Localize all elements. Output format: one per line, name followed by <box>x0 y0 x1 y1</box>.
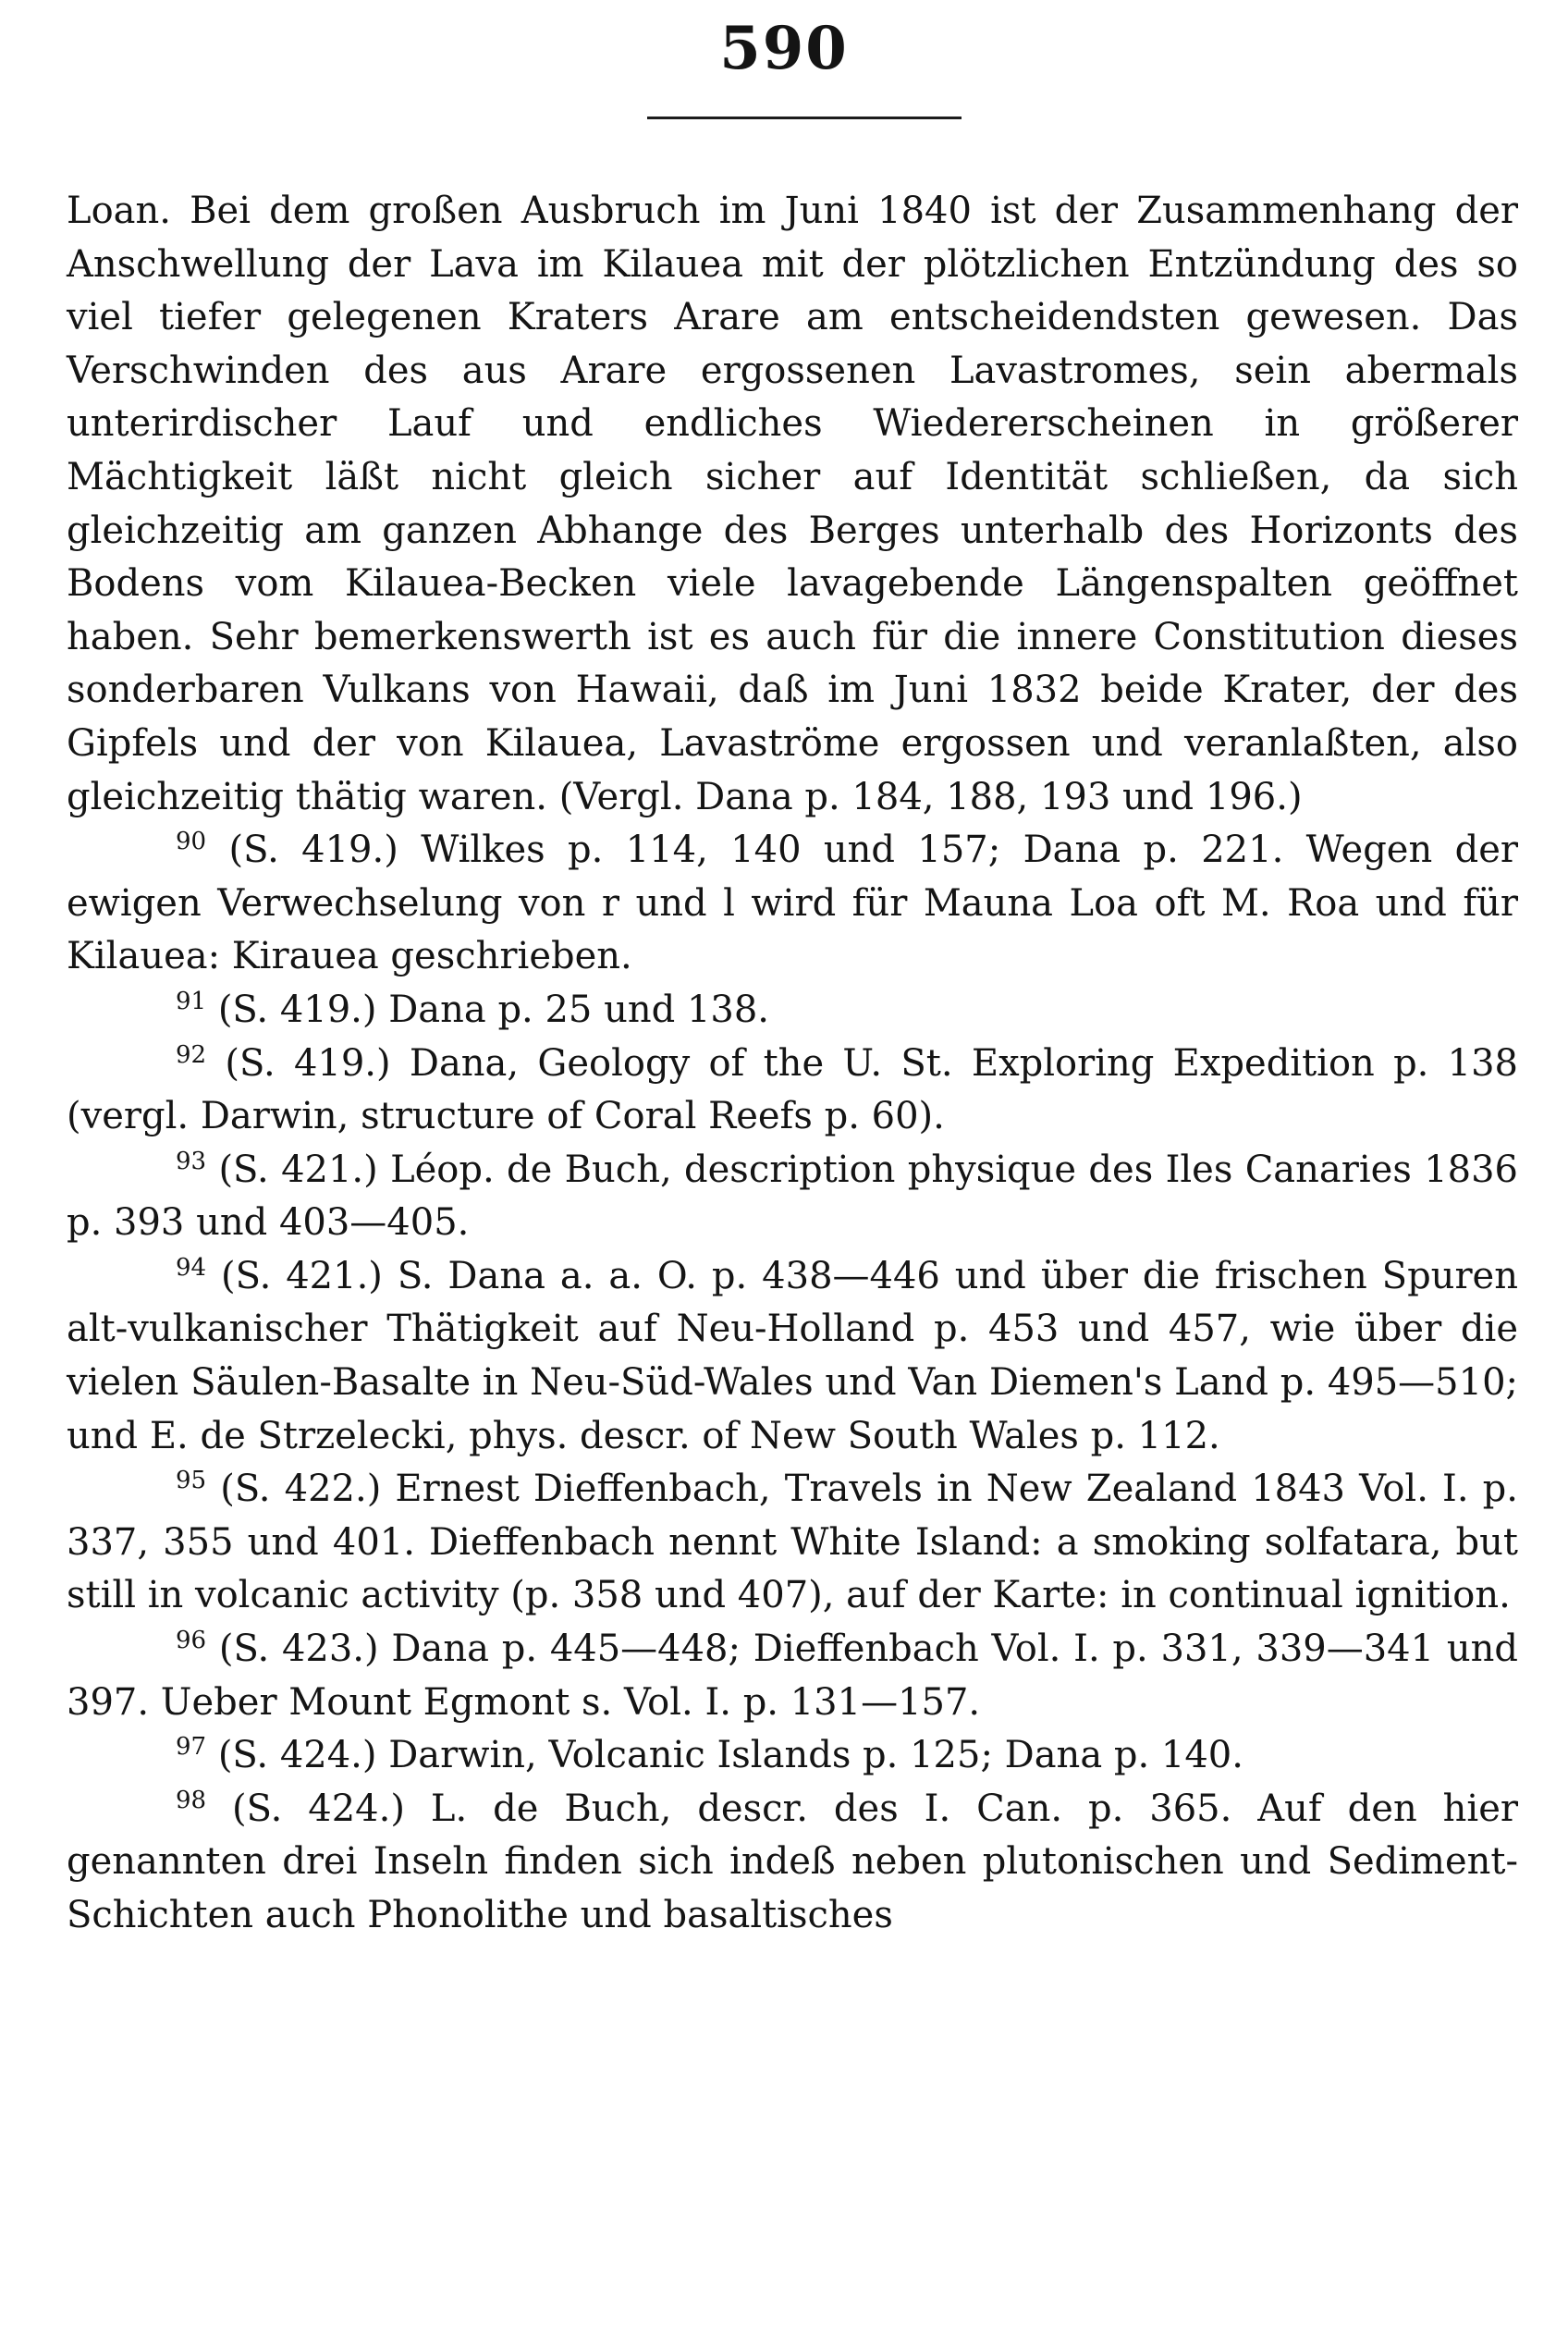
footnote-91 <box>67 984 1518 1038</box>
footnote-number: 98 <box>176 1786 207 1814</box>
footnote-text: (S. 422.) Ernest Dieffenbach, Travels in New Zealand 1843 Vol. I. p. 337, 355 und 401. Dieffenbach nennt White Island: a smoking solfatara, but still in volcanic activity (p. 358 und 407), auf der Karte: in continual ignition. <box>67 1468 1518 1617</box>
footnote-text: (S. 424.) L. de Buch, descr. des I. Can. p. 365. Auf den hier genannten drei Inseln finden sich indeß neben plutonischen und Sediment-Schichten auch Phonolithe und basaltisches <box>67 1787 1519 1936</box>
footnote-number: 95 <box>176 1467 207 1495</box>
continuation-paragraph <box>67 185 1518 824</box>
footnote-94 <box>67 1250 1518 1463</box>
footnote-number: 97 <box>176 1733 207 1762</box>
footnote-text: (S. 424.) Darwin, Volcanic Islands p. 125; Dana p. 140. <box>217 1734 1243 1777</box>
footnote-97 <box>67 1729 1518 1783</box>
footnote-text: (S. 419.) Dana, Geology of the U. St. Exploring Expedition p. 138 (vergl. Darwin, structure of Coral Reefs p. 60). <box>67 1041 1519 1138</box>
footnote-90 <box>67 824 1518 984</box>
footnote-number: 96 <box>176 1627 207 1655</box>
footnote-text: (S. 421.) S. Dana a. a. O. p. 438—446 und über die frischen Spuren alt-vulkanischer Thätigkeit auf Neu-Holland p. 453 und 457, wie über die vielen Säulen-Basalte in Neu-Süd-Wales und Van Diemen's Land p. 495—510; und E. de Strzelecki, phys. descr. of New South Wales p. 112. <box>67 1254 1518 1457</box>
footnotes-text <box>67 185 1518 1943</box>
footnote-number: 93 <box>176 1147 207 1175</box>
page-number: 590 <box>719 14 849 83</box>
footnote-number: 91 <box>176 987 207 1015</box>
footnote-98 <box>67 1783 1518 1943</box>
header-rule <box>647 117 962 119</box>
footnote-text: (S. 419.) Wilkes p. 114, 140 und 157; Dana p. 221. Wegen der ewigen Verwechselung von r und l wird für Mauna Loa oft M. Roa und für Kilauea: Kirauea geschrieben. <box>67 829 1519 978</box>
footnote-96 <box>67 1623 1518 1729</box>
footnote-text: (S. 419.) Dana p. 25 und 138. <box>217 988 770 1031</box>
paragraph-text: Loan. Bei dem großen Ausbruch im Juni 1840 ist der Zusammenhang der Anschwellung der Lava im Kilauea mit der plötzlichen Entzündung des so viel tiefer gelegenen Kraters Arare am entscheidendsten gewesen. Das Verschwinden des aus Arare ergossenen Lavastromes, sein abermals unterirdischer Lauf und endliches Wiedererscheinen in größerer Mächtigkeit läßt nicht gleich sicher auf Identität schließen, da sich gleichzeitig am ganzen Abhange des Berges unterhalb des Horizonts des Bodens vom Kilauea-Becken viele lavagebende Längenspalten geöffnet haben. Sehr bemerkenswerth ist es auch für die innere Constitution dieses sonderbaren Vulkans von Hawaii, daß im Juni 1832 beide Krater, der des Gipfels und der von Kilauea, Lavaströme ergossen und veranlaßten, also gleichzeitig thätig waren. (Vergl. Dana p. 184, 188, 193 und 196.) <box>67 190 1518 818</box>
footnote-95 <box>67 1463 1518 1623</box>
footnote-92 <box>67 1038 1518 1144</box>
footnote-text: (S. 421.) Léop. de Buch, description physique des Iles Canaries 1836 p. 393 und 403—405. <box>67 1148 1518 1245</box>
footnote-number: 94 <box>176 1253 207 1282</box>
footnote-number: 90 <box>176 828 207 856</box>
footnote-93 <box>67 1144 1518 1250</box>
footnote-text: (S. 423.) Dana p. 445—448; Dieffenbach Vol. I. p. 331, 339—341 und 397. Ueber Mount Egmont s. Vol. I. p. 131—157. <box>67 1628 1518 1724</box>
footnote-number: 92 <box>176 1040 207 1069</box>
